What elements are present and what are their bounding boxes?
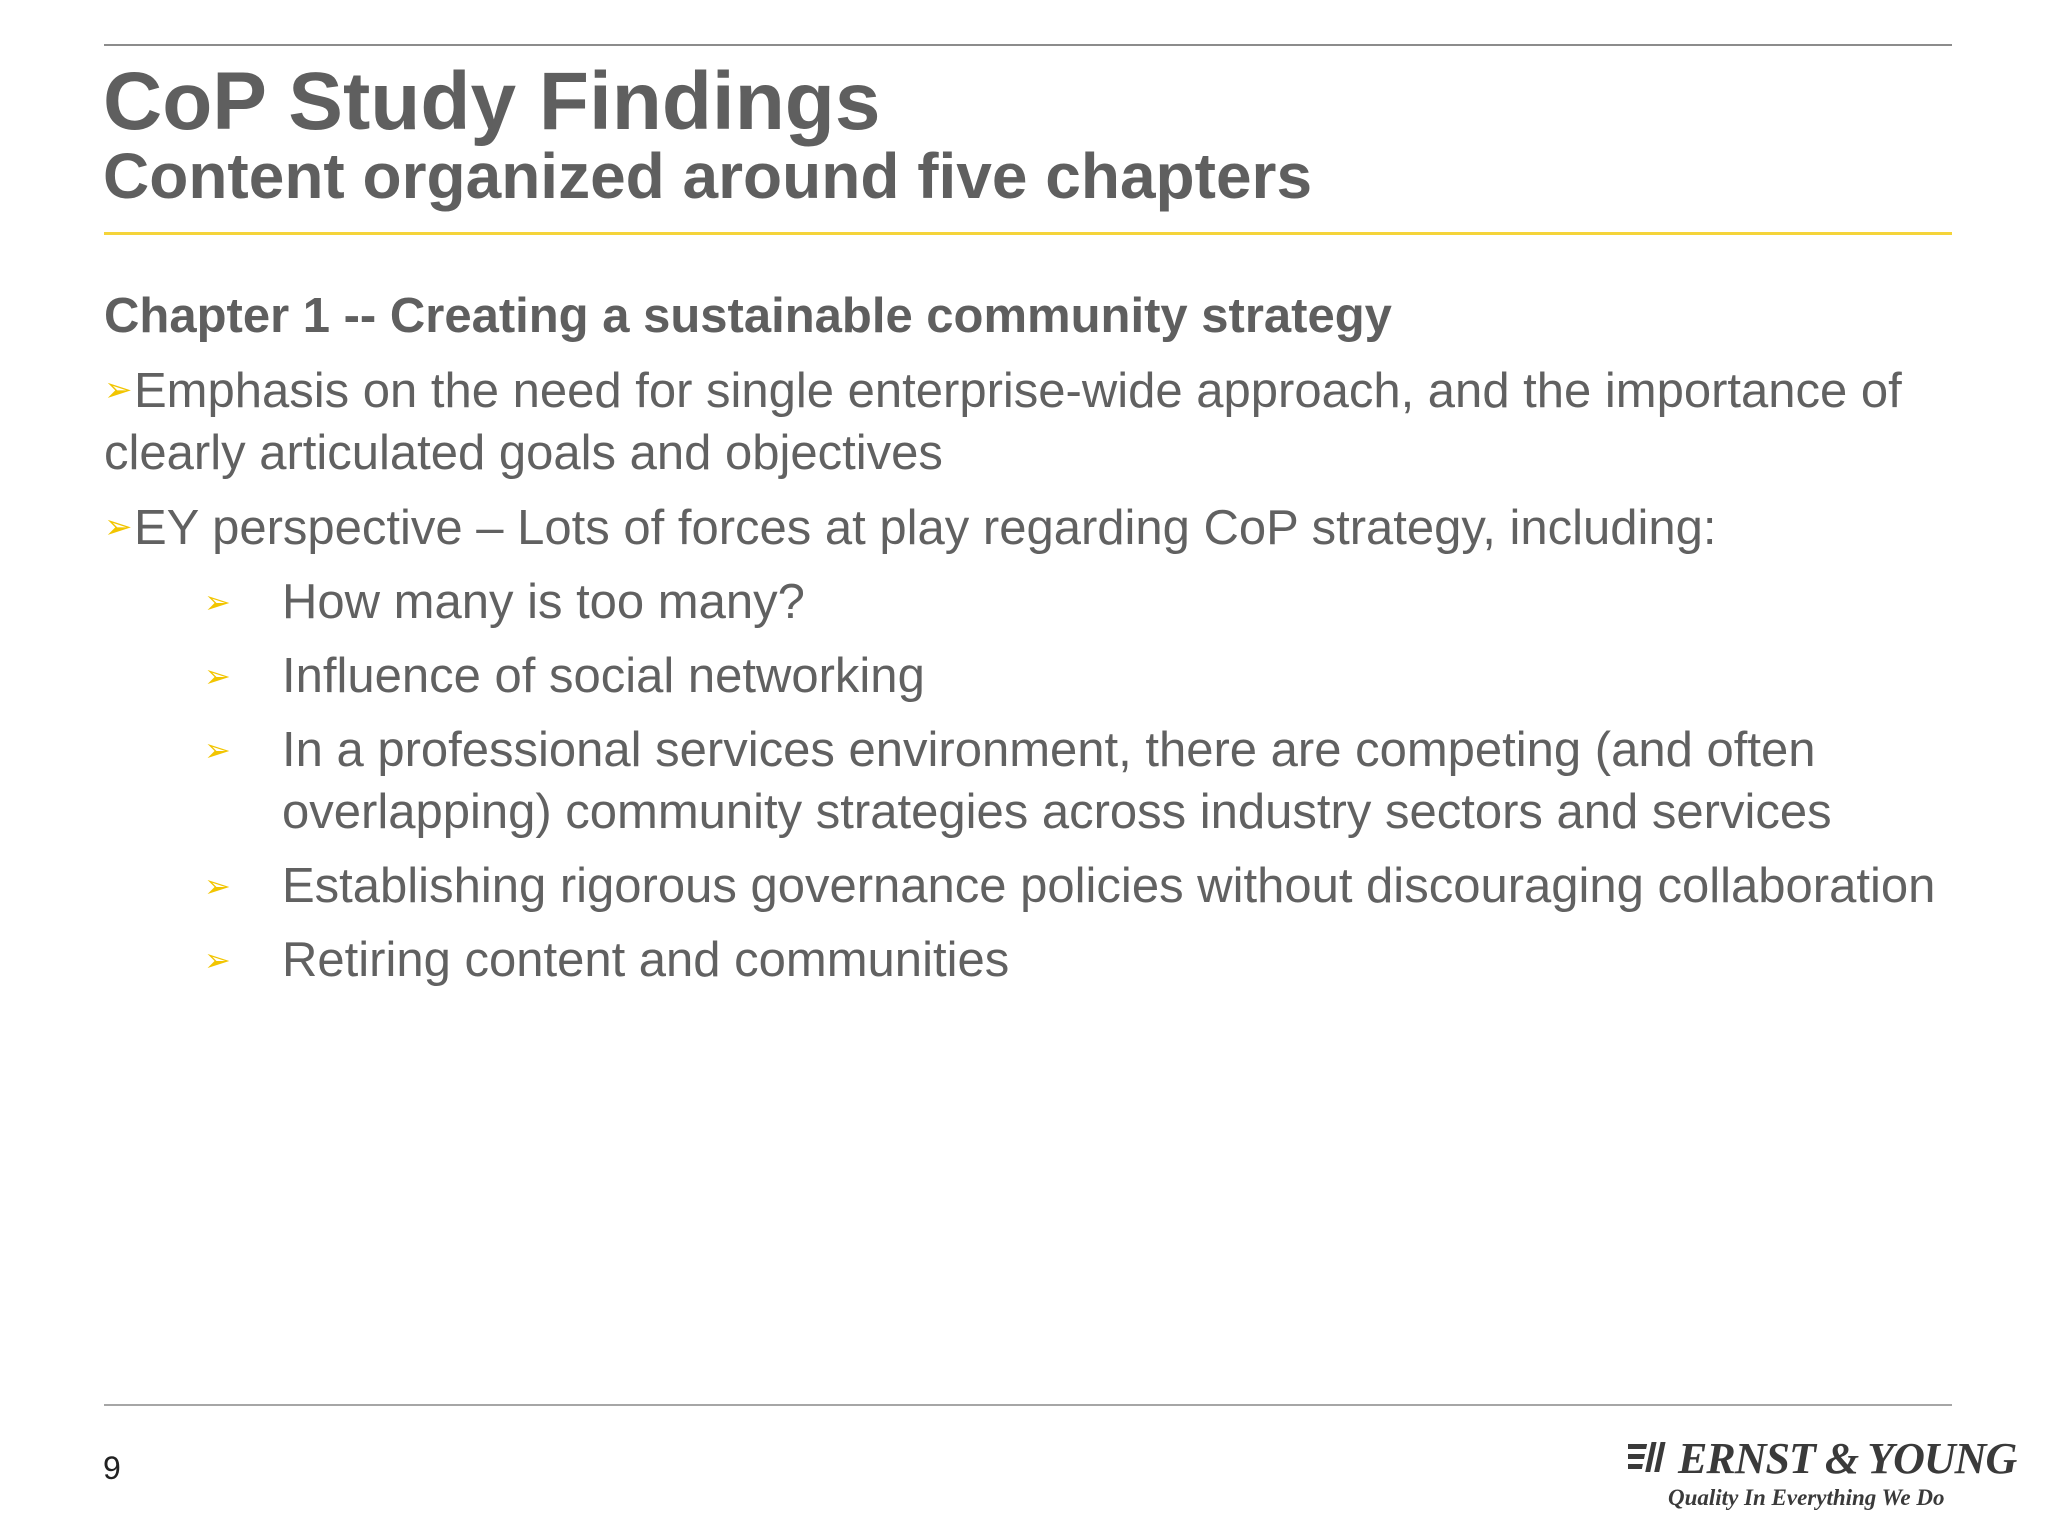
slide-title: CoP Study Findings <box>103 56 881 147</box>
sub-bullet-item <box>104 855 1944 917</box>
arrowhead-bullet-icon: ➢ <box>204 658 231 694</box>
bullet-item <box>104 496 1944 559</box>
chapter-heading: Chapter 1 -- Creating a sustainable community strategy <box>104 289 1392 343</box>
company-logo <box>1620 1432 2017 1512</box>
sub-bullet-item <box>104 645 1944 707</box>
logo-wordmark: ERNST & YOUNG <box>1678 1434 2017 1483</box>
logo-tagline: Quality In Everything We Do <box>1668 1485 1945 1510</box>
sub-bullet-text: In a professional services environment, there are competing (and often overlapping) community strategies across industry sectors and services <box>282 723 1832 839</box>
slide-body <box>104 285 1944 1003</box>
page-number: 9 <box>103 1450 121 1486</box>
sub-bullet-item <box>104 929 1944 991</box>
sub-bullet-text: Retiring content and communities <box>282 933 1010 987</box>
sub-bullet-text: Influence of social networking <box>282 649 925 703</box>
sub-bullet-text: How many is too many? <box>282 575 805 629</box>
arrowhead-bullet-icon: ➢ <box>104 371 133 409</box>
bullet-text: Emphasis on the need for single enterprise-wide approach, and the importance of clearly articulated goals and objectives <box>104 364 1902 480</box>
arrowhead-bullet-icon: ➢ <box>204 584 231 620</box>
accent-divider <box>104 232 1952 235</box>
ey-logo-mark-icon <box>1628 1440 1670 1476</box>
arrowhead-bullet-icon: ➢ <box>104 508 133 546</box>
sub-bullet-list <box>104 571 1944 991</box>
sub-bullet-item <box>104 571 1944 633</box>
bullet-item <box>104 359 1944 484</box>
footer-divider <box>104 1404 1952 1406</box>
slide-subtitle: Content organized around five chapters <box>103 140 1313 212</box>
sub-bullet-text: Establishing rigorous governance policies without discouraging collaboration <box>282 859 1936 913</box>
top-divider <box>104 44 1952 46</box>
bullet-text: EY perspective – Lots of forces at play regarding CoP strategy, including: <box>134 501 1717 555</box>
sub-bullet-item <box>104 719 1944 843</box>
arrowhead-bullet-icon: ➢ <box>204 942 231 978</box>
arrowhead-bullet-icon: ➢ <box>204 732 231 768</box>
arrowhead-bullet-icon: ➢ <box>204 868 231 904</box>
